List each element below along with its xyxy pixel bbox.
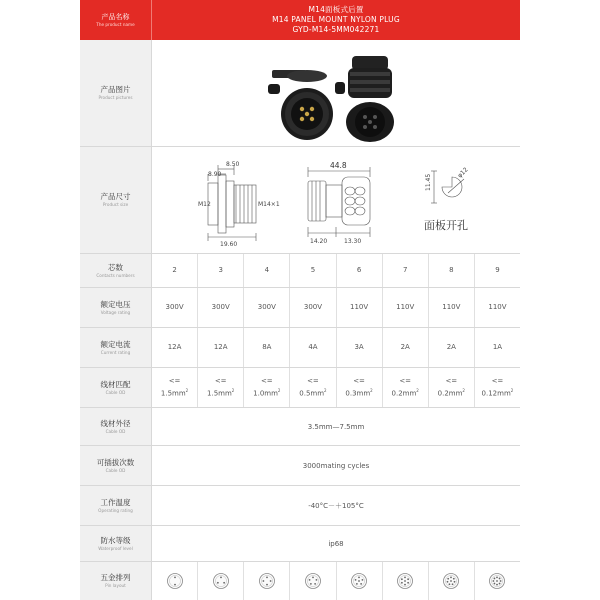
current-cell: 2A [383, 328, 429, 367]
header-label [80, 0, 152, 40]
current-label-cn: 额定电流 [100, 339, 131, 349]
pin-dot [452, 583, 454, 585]
pin-dot [404, 584, 406, 586]
cores-cell: 6 [337, 254, 383, 287]
title-line-1: M14面板式后置 [308, 5, 364, 14]
wire-label-cn: 线材匹配 [100, 379, 131, 389]
voltage-cell: 300V [198, 288, 244, 327]
pin-layout-icon [166, 572, 184, 590]
size-row [80, 147, 520, 254]
wire-prefix: <= [491, 376, 504, 385]
pin-layout-icon [212, 572, 230, 590]
pin-dot [401, 582, 403, 584]
pin-layout-cell [290, 562, 336, 600]
voltage-label-en: Voltage rating [100, 309, 131, 315]
wire-value [345, 386, 372, 398]
panel-socket-image [268, 70, 345, 140]
pin-layout-row [80, 562, 520, 600]
wire-unit-sup: 2 [462, 387, 465, 393]
pin-dot [401, 578, 403, 580]
cores-label-cn: 芯数 [108, 262, 123, 272]
pin-dot [499, 583, 501, 585]
pictures-label-en: Product pictures [98, 95, 133, 100]
product-photo [152, 40, 520, 146]
pin-dot [310, 583, 312, 585]
wire-prefix: <= [260, 376, 273, 385]
current-cell: 12A [152, 328, 198, 367]
pin-dot [262, 580, 264, 582]
pictures-row [80, 40, 520, 147]
pin-dot [447, 581, 449, 583]
wire-value-text: 0.12mm [481, 389, 511, 398]
cores-label [80, 254, 152, 287]
pin-dot [450, 580, 452, 582]
panel-cutout-label: 面板开孔 [424, 219, 468, 232]
wire-value-text: 1.5mm [160, 389, 186, 398]
wire-label [80, 368, 152, 407]
pin-layout-cell [244, 562, 290, 600]
pin-dot [407, 582, 409, 584]
voltage-label-cn: 额定电压 [100, 299, 131, 309]
pin-dot [404, 577, 406, 579]
pin-dot [358, 577, 360, 579]
voltage-cell: 110V [383, 288, 429, 327]
dim-1145: 11.45 [425, 173, 432, 191]
current-cell: 8A [244, 328, 290, 367]
wire-values [152, 368, 520, 407]
pin-layout-label-en: Pin layout [105, 583, 126, 588]
wire-cell [290, 368, 336, 407]
dim-1330: 13.30 [344, 238, 362, 245]
size-label-cn: 产品尺寸 [100, 192, 131, 201]
pin-layout-cell [152, 562, 198, 600]
cores-label-en: Contacts numbers [96, 272, 135, 278]
voltage-row [80, 288, 520, 328]
wire-value [482, 386, 514, 398]
voltage-label [80, 288, 152, 327]
current-row [80, 328, 520, 368]
temperature-row [80, 486, 520, 526]
pin-layout-cell [198, 562, 244, 600]
wire-value-text: 0.2mm [437, 389, 463, 398]
wire-unit-sup: 2 [277, 387, 281, 393]
current-cell: 3A [337, 328, 383, 367]
wire-value [299, 386, 326, 398]
dim-m12: M12 [198, 201, 211, 208]
wire-unit-sup: 2 [185, 387, 189, 393]
waterproof-label [80, 526, 152, 561]
pin-dot [494, 583, 496, 585]
size-label-en: Product size [102, 202, 129, 207]
wire-unit-sup: 2 [324, 387, 327, 393]
wire-unit-sup: 2 [231, 387, 235, 393]
cores-cell: 9 [495, 266, 500, 274]
temperature-value: -40°C－＋105°C [308, 501, 364, 510]
waterproof-label-en: Waterproof level [98, 545, 133, 551]
pin-dot [355, 579, 357, 581]
cable-od-label-en: Cable OD [105, 428, 126, 434]
wire-value-text: 1.5mm [207, 389, 232, 398]
cable-od-label [80, 408, 152, 445]
wire-value-text: 1.0mm [253, 389, 278, 398]
pin-dot [494, 578, 496, 580]
pin-dot [453, 578, 455, 580]
pin-layout-icon [350, 572, 368, 590]
wire-cell [152, 368, 198, 407]
temperature-label-cn: 工作温度 [100, 497, 131, 507]
pin-dot [174, 584, 176, 586]
pin-dot [360, 583, 362, 585]
pin-dot [356, 583, 358, 585]
cores-row [80, 254, 520, 288]
title-line-2: M14 PANEL MOUNT NYLON PLUG [272, 15, 400, 24]
wire-unit-sup: 2 [416, 387, 419, 393]
pin-layout-cell [475, 562, 520, 600]
voltage-cell: 300V [152, 288, 198, 327]
current-values [152, 328, 520, 367]
mating-label-en: Cable OD [105, 467, 126, 473]
cable-od-value: 3.5mm—7.5mm [307, 422, 365, 431]
voltage-cell: 110V [488, 303, 507, 311]
pin-dot [223, 582, 225, 584]
pictures-label [80, 40, 152, 146]
dim-1420: 14.20 [310, 238, 328, 245]
cable-od-label-cn: 线材外径 [100, 418, 131, 428]
dimension-drawing [152, 147, 520, 253]
cores-cell: 2 [152, 254, 198, 287]
wire-cell [198, 368, 244, 407]
wire-value [253, 386, 280, 398]
wire-cell [244, 368, 290, 407]
pin-dot [362, 579, 364, 581]
pin-dot [497, 584, 499, 586]
pin-dot [497, 577, 499, 579]
voltage-cell: 110V [337, 288, 383, 327]
pin-dot [454, 581, 456, 583]
product-title [152, 0, 520, 40]
cores-cell: 7 [383, 254, 429, 287]
pin-dot [266, 584, 268, 586]
pin-layout-icon [488, 572, 506, 590]
cores-cell: 4 [244, 254, 290, 287]
pin-dot [217, 582, 219, 584]
current-cell: 12A [198, 328, 244, 367]
pin-dot [500, 580, 502, 582]
cores-cell: 8 [429, 254, 475, 287]
spec-sheet [80, 0, 520, 600]
dim-1960: 19.60 [220, 241, 238, 248]
pin-layout-values [152, 562, 520, 600]
header-row [80, 0, 520, 40]
pin-dot [270, 580, 272, 582]
pin-dot [449, 583, 451, 585]
pin-layout-icon [304, 572, 322, 590]
cores-cell: 3 [198, 254, 244, 287]
wire-value [438, 386, 465, 398]
title-line-3: GYD-M14-5MM042271 [292, 25, 380, 34]
wire-unit-sup: 2 [370, 387, 373, 393]
voltage-cell: 300V [244, 288, 290, 327]
pin-dot [407, 578, 409, 580]
wire-prefix: <= [399, 376, 412, 385]
size-label [80, 147, 152, 253]
pin-layout-cell [337, 562, 383, 600]
voltage-cell: 110V [429, 288, 475, 327]
voltage-values [152, 288, 520, 327]
pictures-label-cn: 产品图片 [100, 85, 131, 94]
waterproof-label-cn: 防水等级 [100, 535, 131, 545]
pin-dot [404, 580, 406, 582]
dimension-drawing-svg [152, 147, 520, 253]
pin-layout-icon [396, 572, 414, 590]
pin-layout-icon [442, 572, 460, 590]
pin-dot [499, 578, 501, 580]
header-label-en: The product name [96, 22, 135, 27]
current-cell: 4A [290, 328, 336, 367]
wire-prefix: <= [353, 376, 365, 385]
cable-od-row [80, 408, 520, 446]
pin-layout-cell [383, 562, 429, 600]
temperature-label-en: Operating rating [98, 507, 133, 513]
pin-dot [448, 578, 450, 580]
pin-dot [312, 577, 314, 579]
pin-dot [174, 577, 176, 579]
wire-prefix: <= [168, 376, 181, 385]
current-label [80, 328, 152, 367]
dim-phi12: φ12 [456, 166, 470, 180]
mating-row [80, 446, 520, 486]
wire-value [161, 386, 188, 398]
wire-value [207, 386, 234, 398]
wire-cell [475, 368, 520, 407]
dim-448: 44.8 [330, 161, 347, 170]
cores-values [152, 254, 520, 287]
wire-prefix: <= [214, 376, 227, 385]
wire-value-text: 0.2mm [391, 389, 417, 398]
current-cell: 2A [429, 328, 475, 367]
header-label-cn: 产品名称 [101, 13, 130, 21]
mating-value: 3000mating cycles [302, 461, 370, 470]
pin-layout-label [80, 562, 152, 600]
pin-dot [314, 583, 316, 585]
wire-prefix: <= [307, 376, 319, 385]
waterproof-value: ip68 [328, 539, 344, 548]
pin-dot [220, 577, 222, 579]
wire-cell [337, 368, 383, 407]
temperature-label [80, 486, 152, 525]
wire-prefix: <= [445, 376, 458, 385]
cores-cell: 5 [290, 254, 336, 287]
nylon-plug-image [346, 56, 394, 142]
current-label-en: Current rating [100, 349, 131, 355]
wire-row [80, 368, 520, 408]
pin-dot [266, 577, 268, 579]
mating-label [80, 446, 152, 485]
pin-dot [309, 579, 311, 581]
wire-value-text: 0.3mm [345, 389, 371, 398]
pin-dot [315, 579, 317, 581]
pin-dot [493, 580, 495, 582]
wire-unit-sup: 2 [510, 387, 514, 393]
plug-side-drawing [308, 167, 370, 237]
voltage-cell: 300V [290, 288, 336, 327]
connector-photo-image [152, 40, 520, 146]
wire-value-text: 0.5mm [299, 389, 325, 398]
pin-dot [450, 577, 452, 579]
mating-label-cn: 可插拔次数 [96, 457, 135, 467]
wire-cell [383, 368, 429, 407]
current-cell: 1A [492, 343, 503, 351]
wire-cell [429, 368, 475, 407]
waterproof-row [80, 526, 520, 562]
pin-dot [497, 580, 499, 582]
pin-layout-icon [258, 572, 276, 590]
wire-value [392, 386, 419, 398]
dim-890: 8.90 [208, 171, 222, 178]
dim-850: 8.50 [226, 161, 240, 168]
pin-layout-cell [429, 562, 475, 600]
wire-label-en: Cable OD [105, 389, 126, 395]
pin-dot [358, 580, 360, 582]
pin-layout-label-cn: 五金排列 [100, 573, 131, 582]
dim-m14: M14×1 [258, 201, 280, 208]
